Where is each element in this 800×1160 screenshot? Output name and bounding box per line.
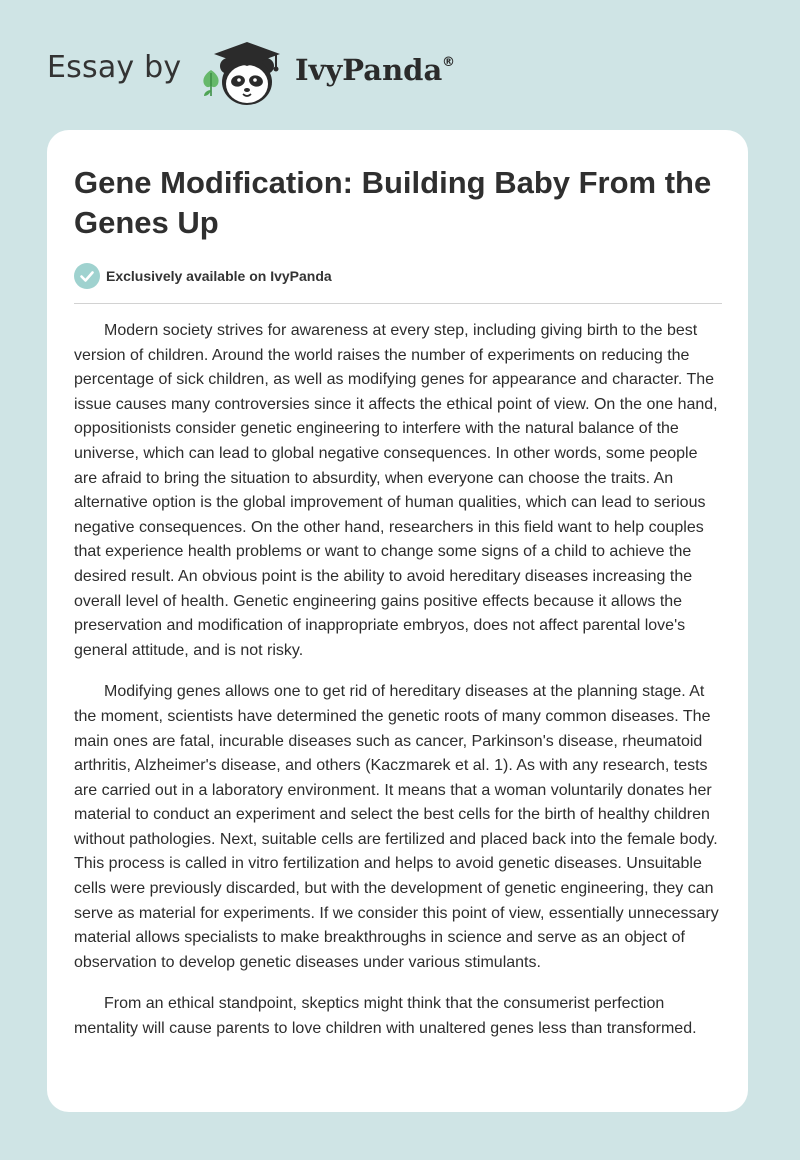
check-circle-icon <box>74 263 100 289</box>
brand-name[interactable]: IvyPanda <box>295 53 443 87</box>
paragraph: Modifying genes allows one to get rid of hereditary diseases at the planning stage. At the moment, scientists have determined the genetic roots of many common diseases. The main ones are fatal, incurable diseases such as cancer, Parkinson's disease, rheumatoid arthritis, Alzheimer's disease, and others (Kaczmarek et al. 1). As with any research, tests are carried out in a laboratory environment. It means that a woman voluntarily donates her material to conduct an experiment and select the best cells for the birth of healthy children without pathologies. Next, suitable cells are fertilized and placed back into the female body. This process is called in vitro fertilization and helps to avoid genetic diseases. Unsuitable cells were previously discarded, but with the development of genetic engineering, they can serve as material for experiments. If we consider this point of view, essentially unnecessary material allows specialists to make breakthroughs in science and serve as an object of observation to develop genetic diseases under various stimulants. <box>74 683 719 971</box>
availability-text: Exclusively available on IvyPanda <box>106 268 332 284</box>
availability-badge <box>74 263 332 289</box>
paragraph: Modern society strives for awareness at every step, including giving birth to the best version of children. Around the world raises the number of experiments on reducing the percentage of sick children, as well as modifying genes for appearance and character. The issue causes many controversies since it affects the ethical point of view. On the one hand, oppositionists consider genetic engineering to interfere with the natural balance of the universe, which can lead to global negative consequences. In other words, some people are afraid to bring the situation to absurdity, when everyone can choose the traits. An alternative option is the global improvement of human qualities, which can lead to serious negative consequences. On the other hand, researchers in this field want to help couples that experience health problems or want to change some signs of a child to achieve the desired result. An obvious point is the ability to avoid hereditary diseases increasing the overall level of health. Genetic engineering gains positive effects because it allows the preservation and modification of inappropriate embryos, does not affect parental love's general attitude, and is not risky. <box>74 322 718 659</box>
panda-graduation-cap-icon <box>204 36 290 108</box>
essay-by-label: Essay by <box>47 50 182 85</box>
registered-mark: ® <box>442 55 455 70</box>
site-header <box>0 0 800 130</box>
divider <box>74 303 722 304</box>
paragraph: From an ethical standpoint, skeptics might think that the consumerist perfection mentality will cause parents to love children with unaltered genes less than transformed. <box>74 995 697 1038</box>
article-card <box>47 130 748 1112</box>
article-body <box>74 319 722 1059</box>
article-title: Gene Modification: Building Baby From the Genes Up <box>74 165 712 240</box>
